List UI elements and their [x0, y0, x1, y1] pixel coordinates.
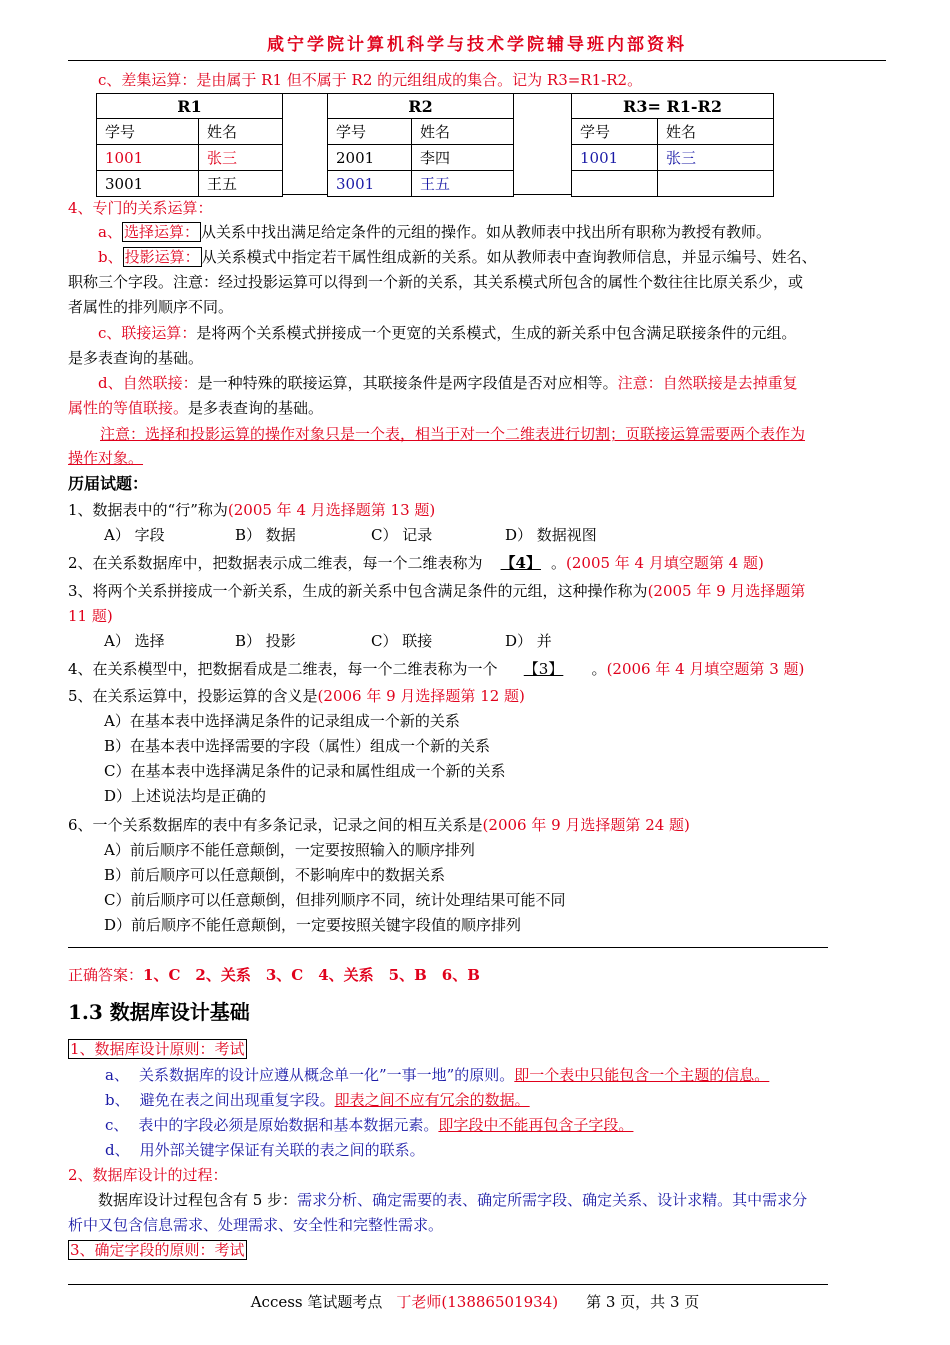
answer-values: 1、C 2、关系 3、C 4、关系 5、B 6、B	[143, 966, 480, 984]
select-op-prefix: a、	[98, 223, 122, 241]
question-3	[68, 580, 805, 602]
project-op-label: 投影运算：	[124, 248, 200, 266]
table-cell: 3001	[97, 171, 199, 197]
option: C）前后顺序可以任意颠倒，但排列顺序不同，统计处理结果可能不同	[104, 891, 566, 909]
table-cell: 3001	[328, 171, 412, 197]
question-1	[68, 499, 435, 521]
question-text: 2、在关系数据库中，把数据表示成二维表，每一个二维表称为	[68, 554, 483, 572]
field-principles-label: 3、确定字段的原则：考试	[70, 1241, 245, 1259]
option: D） 并	[505, 632, 552, 650]
table-cell	[572, 171, 658, 197]
table-r1-title: R1	[97, 94, 283, 119]
question-end: 。	[591, 660, 607, 678]
project-op-line	[98, 246, 817, 268]
diff-op-line	[98, 69, 642, 91]
design-principles-label: 1、数据库设计原则：考试	[70, 1040, 245, 1058]
option: B）在基本表中选择需要的字段（属性）组成一个新的关系	[104, 737, 491, 755]
select-op-line	[98, 221, 771, 243]
special-heading: 4、专门的关系运算：	[68, 199, 213, 217]
question-source: (2005 年 4 月选择题第 13 题)	[227, 501, 436, 519]
select-op-label: 选择运算：	[123, 223, 199, 241]
table-cell: 2001	[328, 145, 412, 171]
table-cell: 姓名	[658, 119, 774, 145]
question-end: 。	[550, 554, 566, 572]
principle-note: 即表之间不应有冗余的数据。	[334, 1091, 530, 1109]
table-cell: 学号	[328, 119, 412, 145]
option: D）前后顺序不能任意颠倒，一定要按照关键字段值的顺序排列	[104, 916, 522, 934]
table-cell	[658, 171, 774, 197]
option: D）上述说法均是正确的	[104, 787, 267, 805]
principle-note: 即一个表中只能包含一个主题的信息。	[514, 1066, 770, 1084]
table-cell: 张三	[658, 145, 774, 171]
page-header: 咸宁学院计算机科学与技术学院辅导班内部资料	[267, 35, 687, 55]
principle-item	[105, 1114, 633, 1136]
footer-title: Access 笔试题考点	[250, 1293, 383, 1311]
table-r2-title: R2	[328, 94, 514, 119]
natural-join-line	[98, 372, 798, 394]
question-text: 1、数据表中的“行”称为	[68, 501, 228, 519]
table-gap-1	[283, 93, 327, 195]
table-r1	[96, 93, 283, 197]
project-op-text-3: 者属性的排列顺序不同。	[68, 298, 234, 316]
principle-label: c、	[105, 1116, 129, 1134]
question-6	[68, 814, 690, 836]
join-op-line	[98, 322, 796, 344]
header-divider	[68, 60, 886, 61]
option: B）前后顺序可以任意颠倒，不影响库中的数据关系	[104, 866, 446, 884]
option: A） 字段	[104, 526, 165, 544]
question-text: 3、将两个关系拼接成一个新关系，生成的新关系中包含满足条件的元组，这种操作称为	[68, 582, 648, 600]
past-heading: 历届试题：	[68, 474, 149, 493]
table-cell: 张三	[199, 145, 283, 171]
natural-join-text-2: 是多表查询的基础。	[188, 399, 324, 417]
join-op-text: 是将两个关系模式拼接成一个更宽的关系模式，生成的新关系中包含满足联接条件的元组。	[196, 324, 797, 342]
table-r3-title: R3= R1-R2	[572, 94, 774, 119]
option: C） 记录	[371, 526, 433, 544]
option: B） 数据	[235, 526, 296, 544]
question-4	[68, 658, 804, 680]
design-principles-heading	[68, 1038, 247, 1060]
principle-label: a、	[105, 1066, 129, 1084]
design-process-heading: 2、数据库设计的过程：	[68, 1166, 228, 1184]
section-title: 1.3 数据库设计基础	[68, 1000, 250, 1024]
project-op-text-2: 职称三个字段。注意：经过投影运算可以得到一个新的关系，其关系模式所包含的属性个数往往比原关系少，或	[68, 273, 804, 291]
question-text: 5、在关系运算中，投影运算的含义是	[68, 687, 318, 705]
diff-op-label: c、差集运算：	[98, 71, 197, 89]
principle-item	[105, 1064, 769, 1086]
table-cell: 姓名	[199, 119, 283, 145]
question-text: 6、一个关系数据库的表中有多条记录，记录之间的相互关系是	[68, 816, 483, 834]
principle-text: 用外部关键字保证有关联的表之间的联系。	[139, 1141, 425, 1159]
operations-note: 注意：选择和投影运算的操作对象只是一个表，相当于对一个二维表进行切割；页联接运算需要两个表作为	[100, 425, 806, 443]
table-cell: 王五	[199, 171, 283, 197]
option: D） 数据视图	[505, 526, 597, 544]
option: A）在基本表中选择满足条件的记录组成一个新的关系	[104, 712, 460, 730]
question-text: 4、在关系模型中，把数据看成是二维表，每一个二维表称为一个	[68, 660, 498, 678]
diff-op-text: 是由属于 R1 但不属于 R2 的元组组成的集合。记为 R3=R1-R2。	[196, 71, 643, 89]
question-1-options	[104, 524, 597, 546]
answer-line	[68, 964, 480, 986]
design-process-lead: 数据库设计过程包含有 5 步：	[98, 1191, 298, 1209]
design-process-text	[98, 1189, 807, 1211]
table-cell: 1001	[572, 145, 658, 171]
principle-note: 即字段中不能再包含子字段。	[438, 1116, 634, 1134]
answer-divider	[68, 947, 828, 948]
option: C）在基本表中选择满足条件的记录和属性组成一个新的关系	[104, 762, 506, 780]
table-cell: 姓名	[412, 119, 514, 145]
join-op-label: c、联接运算：	[98, 324, 197, 342]
principle-item	[105, 1139, 425, 1161]
answer-label: 正确答案：	[68, 966, 144, 984]
table-cell: 学号	[97, 119, 199, 145]
question-source: (2006 年 9 月选择题第 24 题)	[482, 816, 690, 834]
question-source: (2005 年 9 月选择题第	[647, 582, 806, 600]
operations-note-2: 操作对象。	[68, 449, 144, 467]
question-source: (2005 年 4 月填空题第 4 题)	[566, 554, 764, 572]
principle-text: 避免在表之间出现重复字段。	[139, 1091, 335, 1109]
page-footer	[0, 1291, 950, 1312]
question-5	[68, 685, 525, 707]
option: C） 联接	[371, 632, 433, 650]
table-cell: 李四	[412, 145, 514, 171]
select-op-text: 从关系中找出满足给定条件的元组的操作。如从教师表中找出所有职称为教授有教师。	[200, 223, 771, 241]
table-gap-2	[514, 93, 571, 195]
option: B） 投影	[235, 632, 296, 650]
design-process-text-2: 析中又包含信息需求、处理需求、安全性和完整性需求。	[68, 1216, 444, 1234]
table-r2	[327, 93, 514, 197]
natural-join-line-2	[68, 397, 323, 419]
footer-page: 第 3 页，共 3 页	[586, 1293, 700, 1311]
table-cell: 学号	[572, 119, 658, 145]
answer-blank: 【4】	[500, 554, 541, 572]
option: A） 选择	[104, 632, 165, 650]
principle-label: d、	[105, 1141, 130, 1159]
table-cell: 王五	[412, 171, 514, 197]
table-r3	[571, 93, 774, 197]
question-3-options	[104, 630, 552, 652]
natural-join-label: d、自然联接：	[98, 374, 198, 392]
design-process-steps: 需求分析、确定需要的表、确定所需字段、确定关系、设计求精。其中需求分	[297, 1191, 808, 1209]
principle-text: 表中的字段必须是原始数据和基本数据元素。	[138, 1116, 439, 1134]
project-op-text: 从关系模式中指定若干属性组成新的关系。如从教师表中查询教师信息，并显示编号、姓名、	[201, 248, 817, 266]
join-op-text-2: 是多表查询的基础。	[68, 349, 204, 367]
table-cell: 1001	[97, 145, 199, 171]
principle-item	[105, 1089, 530, 1111]
question-3-source-2: 11 题)	[68, 607, 113, 625]
natural-join-note: 注意：自然联接是去掉重复	[617, 374, 798, 392]
question-source: (2006 年 4 月填空题第 3 题)	[606, 660, 805, 678]
natural-join-note-2: 属性的等值联接。	[68, 399, 189, 417]
footer-teacher: 丁老师(13886501934)	[396, 1293, 559, 1311]
project-op-prefix: b、	[98, 248, 123, 266]
answer-blank: 【3】	[523, 660, 564, 678]
natural-join-text: 是一种特殊的联接运算，其联接条件是两字段值是否对应相等。	[197, 374, 618, 392]
question-2	[68, 552, 764, 574]
principle-text: 关系数据库的设计应遵从概念单一化”一事一地”的原则。	[138, 1066, 515, 1084]
footer-divider	[68, 1284, 828, 1285]
field-principles-heading	[68, 1239, 247, 1261]
option: A）前后顺序不能任意颠倒，一定要按照输入的顺序排列	[104, 841, 475, 859]
question-source: (2006 年 9 月选择题第 12 题)	[317, 687, 525, 705]
principle-label: b、	[105, 1091, 130, 1109]
